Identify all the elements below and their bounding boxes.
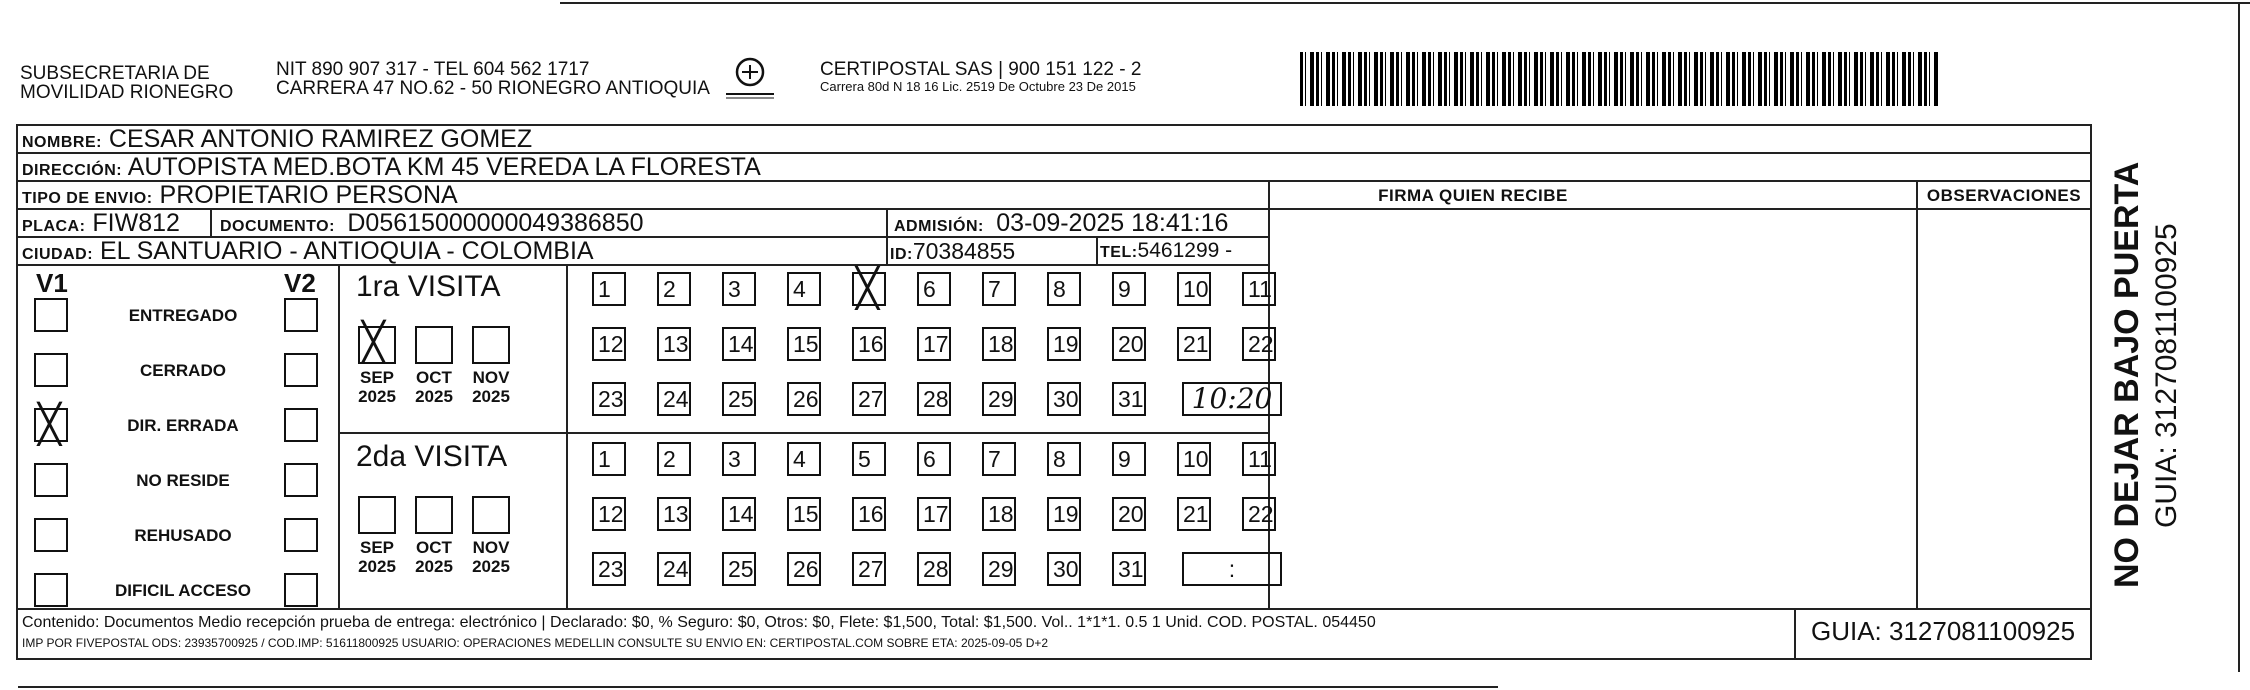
- month-year: 2025: [472, 387, 510, 406]
- month-checkbox[interactable]: [472, 496, 510, 534]
- courier-info: [820, 60, 1141, 94]
- month-checkbox[interactable]: [415, 326, 453, 364]
- day-box[interactable]: 28: [917, 382, 951, 416]
- divider: [566, 264, 568, 608]
- day-box[interactable]: 10: [1177, 442, 1211, 476]
- v1-checkbox[interactable]: [34, 402, 68, 446]
- day-box[interactable]: 27: [852, 382, 886, 416]
- day-box[interactable]: 6: [917, 442, 951, 476]
- day-box[interactable]: 11: [1242, 442, 1276, 476]
- day-box[interactable]: 3: [722, 442, 756, 476]
- day-box[interactable]: 26: [787, 382, 821, 416]
- nit-line: NIT 890 907 317 - TEL 604 562 1717: [276, 59, 590, 80]
- status-label: DIR. ERRADA: [127, 416, 239, 435]
- day-box[interactable]: 29: [982, 382, 1016, 416]
- send-type: PROPIETARIO PERSONA: [159, 181, 458, 209]
- header-rule: [1268, 208, 2090, 210]
- month-checkbox[interactable]: [358, 320, 396, 364]
- v1-header: V1: [36, 268, 68, 298]
- day-box[interactable]: 1: [592, 442, 626, 476]
- plate-label: PLACA:: [22, 218, 86, 235]
- month-checkbox[interactable]: [358, 496, 396, 534]
- month-label: [352, 538, 402, 576]
- day-box[interactable]: 30: [1047, 552, 1081, 586]
- day-box[interactable]: 4: [787, 272, 821, 306]
- agency-contact: [276, 60, 710, 98]
- month-label: [409, 368, 459, 406]
- id-label: ID:: [890, 246, 913, 263]
- day-box[interactable]: 4: [787, 442, 821, 476]
- day-box[interactable]: 18: [982, 497, 1016, 531]
- v2-checkbox[interactable]: [284, 298, 318, 332]
- day-box[interactable]: 28: [917, 552, 951, 586]
- day-box[interactable]: 23: [592, 552, 626, 586]
- day-box[interactable]: 8: [1047, 272, 1081, 306]
- visit1-section: [340, 264, 566, 434]
- barcode: [1300, 52, 1940, 106]
- visit1-title: 1ra VISITA: [356, 270, 501, 303]
- day-box[interactable]: 14: [722, 327, 756, 361]
- status-label: ENTREGADO: [128, 306, 238, 325]
- address-label: DIRECCIÓN:: [22, 162, 123, 179]
- day-box[interactable]: 16: [852, 497, 886, 531]
- v2-checkbox[interactable]: [284, 573, 318, 607]
- day-box[interactable]: 10: [1177, 272, 1211, 306]
- agency-line2: MOVILIDAD RIONEGRO: [20, 82, 234, 103]
- day-box[interactable]: 18: [982, 327, 1016, 361]
- month-name: OCT: [416, 538, 452, 557]
- v1-checkbox[interactable]: [34, 463, 68, 497]
- day-box[interactable]: 25: [722, 382, 756, 416]
- visit2-title: 2da VISITA: [356, 440, 508, 473]
- bottom-rule: [18, 686, 1498, 688]
- day-box[interactable]: 26: [787, 552, 821, 586]
- v2-checkbox[interactable]: [284, 463, 318, 497]
- day-box[interactable]: 9: [1112, 272, 1146, 306]
- day-box[interactable]: 19: [1047, 497, 1081, 531]
- v2-checkbox[interactable]: [284, 408, 318, 442]
- document-label: DOCUMENTO:: [220, 218, 335, 235]
- status-label: REHUSADO: [134, 526, 232, 545]
- courier-line2: Carrera 80d N 18 16 Lic. 2519 De Octubre 23 De 2015: [820, 79, 1136, 94]
- day-box[interactable]: 1: [592, 272, 626, 306]
- day-box[interactable]: 24: [657, 552, 691, 586]
- day-box[interactable]: 7: [982, 272, 1016, 306]
- recipient-name: CESAR ANTONIO RAMIREZ GOMEZ: [108, 125, 533, 153]
- x-mark-icon: ╳: [38, 402, 61, 446]
- month-label: [466, 538, 516, 576]
- id-value: 70384855: [912, 238, 1016, 264]
- day-box[interactable]: 30: [1047, 382, 1081, 416]
- tel-cell: [1100, 238, 1232, 266]
- day-box[interactable]: 9: [1112, 442, 1146, 476]
- city-label: CIUDAD:: [22, 246, 94, 263]
- right-border: [2238, 2, 2240, 672]
- day-box[interactable]: 21: [1177, 497, 1211, 531]
- divider: [210, 210, 212, 236]
- agency-line1: SUBSECRETARIA DE: [20, 63, 210, 84]
- day-box[interactable]: 31: [1112, 382, 1146, 416]
- agency-name: [20, 64, 233, 102]
- name-row: [18, 126, 2090, 154]
- v1-checkbox[interactable]: [34, 353, 68, 387]
- x-mark-icon: ╳: [362, 320, 385, 364]
- day-box[interactable]: 5: [852, 442, 886, 476]
- x-mark-icon: ╳: [856, 266, 879, 310]
- divider: [886, 238, 888, 264]
- name-label: NOMBRE:: [22, 134, 102, 151]
- day-box[interactable]: 7: [982, 442, 1016, 476]
- plate: FIW812: [92, 209, 180, 237]
- v2-header: V2: [284, 268, 316, 298]
- warning-vertical: NO DEJAR BAJO PUERTA: [2108, 161, 2146, 588]
- send-type-row: [18, 182, 2090, 210]
- day-box[interactable]: 22: [1242, 497, 1276, 531]
- delivery-form: [16, 124, 2092, 660]
- divider: [886, 210, 888, 236]
- address-row: [18, 154, 2090, 182]
- admission: 03-09-2025 18:41:16: [996, 209, 1229, 237]
- status-label: DIFICIL ACCESO: [114, 581, 251, 600]
- month-checkbox[interactable]: [415, 496, 453, 534]
- v1-checkbox[interactable]: [34, 518, 68, 552]
- guia-box: GUIA: 3127081100925: [1810, 616, 2076, 646]
- time-box[interactable]: :: [1182, 552, 1282, 586]
- day-box[interactable]: [852, 266, 886, 310]
- visit2-section: [340, 434, 566, 608]
- day-box[interactable]: 15: [787, 497, 821, 531]
- day-box[interactable]: 8: [1047, 442, 1081, 476]
- month-name: OCT: [416, 368, 452, 387]
- time-box[interactable]: 10:20: [1182, 382, 1282, 416]
- document-cell: [214, 210, 644, 240]
- month-checkbox[interactable]: [472, 326, 510, 364]
- day-box[interactable]: 17: [917, 497, 951, 531]
- day-box[interactable]: 2: [657, 272, 691, 306]
- day-box[interactable]: 12: [592, 497, 626, 531]
- month-name: SEP: [359, 538, 395, 557]
- month-label: [409, 538, 459, 576]
- admission-cell: [888, 210, 1228, 240]
- courier-logo-icon: [722, 56, 778, 100]
- observations-header: OBSERVACIONES: [1926, 186, 2082, 205]
- v2-checkbox[interactable]: [284, 353, 318, 387]
- status-label: NO RESIDE: [136, 471, 230, 490]
- month-year: 2025: [415, 557, 453, 576]
- imp-line: IMP POR FIVEPOSTAL ODS: 23935700925 / COD.IMP: 51611800925 USUARIO: OPERACIONES MEDELLIN CONSULTE SU ENVIO EN: CERTIPOSTAL.COM SOBRE ETA: 2025-09-05 D+2: [22, 636, 1049, 650]
- day-box[interactable]: 21: [1177, 327, 1211, 361]
- admission-label: ADMISIÓN:: [894, 218, 984, 235]
- month-label: [352, 368, 402, 406]
- status-section: [18, 264, 338, 608]
- tel-value: 5461299 -: [1137, 239, 1233, 262]
- recipient-address: AUTOPISTA MED.BOTA KM 45 VEREDA LA FLORESTA: [127, 153, 761, 181]
- send-type-label: TIPO DE ENVIO:: [22, 190, 153, 207]
- day-box[interactable]: 15: [787, 327, 821, 361]
- day-box[interactable]: 14: [722, 497, 756, 531]
- address-line: CARRERA 47 NO.62 - 50 RIONEGRO ANTIOQUIA: [276, 78, 710, 99]
- day-box[interactable]: 20: [1112, 327, 1146, 361]
- top-border: [560, 2, 2250, 4]
- day-box[interactable]: 2: [657, 442, 691, 476]
- month-name: NOV: [472, 368, 510, 387]
- day-box[interactable]: 24: [657, 382, 691, 416]
- day-box[interactable]: 6: [917, 272, 951, 306]
- signature-header: FIRMA QUIEN RECIBE: [1378, 186, 1568, 205]
- v1-checkbox[interactable]: [34, 298, 68, 332]
- v2-checkbox[interactable]: [284, 518, 318, 552]
- day-box[interactable]: 12: [592, 327, 626, 361]
- day-box[interactable]: 23: [592, 382, 626, 416]
- tel-label: TEL:: [1100, 244, 1138, 261]
- day-box[interactable]: 17: [917, 327, 951, 361]
- month-year: 2025: [358, 387, 396, 406]
- v1-checkbox[interactable]: [34, 573, 68, 607]
- city: EL SANTUARIO - ANTIOQUIA - COLOMBIA: [100, 237, 594, 265]
- day-box[interactable]: 20: [1112, 497, 1146, 531]
- day-box[interactable]: 11: [1242, 272, 1276, 306]
- month-year: 2025: [415, 387, 453, 406]
- month-year: 2025: [358, 557, 396, 576]
- day-box[interactable]: 13: [657, 327, 691, 361]
- day-box[interactable]: 19: [1047, 327, 1081, 361]
- month-year: 2025: [472, 557, 510, 576]
- day-box[interactable]: 3: [722, 272, 756, 306]
- content-line: Contenido: Documentos Medio recepción prueba de entrega: electrónico | Declarado: $0, % Seguro: $0, Otros: $0, Flete: $1,500, Total: $1,500. Vol.. 1*1*1. 0.5 1 Unid. COD. POSTAL. 054450: [22, 614, 1376, 631]
- month-name: SEP: [359, 368, 395, 387]
- signature-column-right: [1916, 182, 1918, 608]
- status-label: CERRADO: [140, 361, 226, 380]
- courier-line1: CERTIPOSTAL SAS | 900 151 122 - 2: [820, 59, 1142, 80]
- day-box[interactable]: 29: [982, 552, 1016, 586]
- day-box[interactable]: 31: [1112, 552, 1146, 586]
- day-box[interactable]: 27: [852, 552, 886, 586]
- day-box[interactable]: 16: [852, 327, 886, 361]
- month-label: [466, 368, 516, 406]
- day-box[interactable]: 13: [657, 497, 691, 531]
- divider: [1096, 238, 1098, 264]
- document: D05615000000049386850: [347, 209, 644, 237]
- day-box[interactable]: 25: [722, 552, 756, 586]
- footer-rule: [18, 608, 2090, 610]
- city-row: [18, 238, 1268, 266]
- day-box[interactable]: 22: [1242, 327, 1276, 361]
- month-name: NOV: [472, 538, 510, 557]
- id-cell: [890, 238, 1015, 268]
- guia-vertical: GUIA: 3127081100925: [2150, 223, 2183, 528]
